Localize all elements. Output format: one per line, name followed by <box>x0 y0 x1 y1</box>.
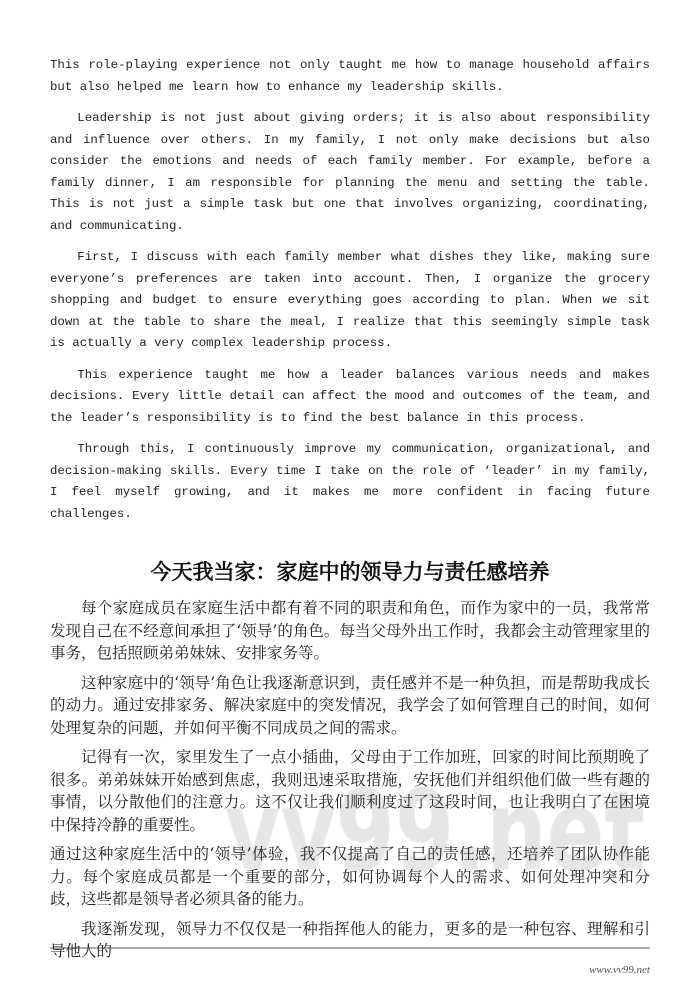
english-paragraph: This role-playing experience not only taught me how to manage household affairs but also helped me learn how to enhance my leadership skills. <box>50 58 650 94</box>
english-paragraph: Through this, I continuously improve my communication, organizational, and decision-making skills. Every time I take on the role of ‘leader’ in my family, I feel myself growing, and it makes me more confident in facing future challenges. <box>50 442 650 521</box>
english-paragraph: First, I discuss with each family member what dishes they like, making sure everyone’s preferences are taken into account. Then, I organize the grocery shopping and budget to ensure everything goes according to plan. When we sit down at the table to share the meal, I realize that this seemingly simple task is actually a very complex leadership process. <box>50 250 650 350</box>
chinese-title: 今天我当家：家庭中的领导力与责任感培养 <box>150 560 550 584</box>
english-section <box>50 55 650 535</box>
footer-url: www.vv99.net <box>589 964 650 976</box>
chinese-paragraph: 我逐渐发现，领导力不仅仅是一种指挥他人的能力，更多的是一种包容、理解和引导他人的 <box>50 919 650 960</box>
english-paragraph: This experience taught me how a leader balances various needs and makes decisions. Every little detail can affect the mood and outcomes of the team, and the leader’s responsibility is to find the best balance in this process. <box>50 367 650 425</box>
english-paragraph: Leadership is not just about giving orders; it is also about responsibility and influence over others. In my family, I not only make decisions but also consider the emotions and needs of each family member. For example, before a family dinner, I am responsible for planning the menu and setting the table. This is not just a simple task but one that involves organizing, coordinating, and communicating. <box>50 111 650 233</box>
chinese-paragraph: 这种家庭中的‘领导’角色让我逐渐意识到，责任感并不是一种负担，而是帮助我成长的动力。通过安排家务、解决家庭中的突发情况，我学会了如何管理自己的时间，如何处理复杂的问题，并如何平衡不同成员之间的需求。 <box>50 673 650 737</box>
chinese-paragraph: 通过这种家庭生活中的‘领导’体验，我不仅提高了自己的责任感，还培养了团队协作能力。每个家庭成员都是一个重要的部分，如何协调每个人的需求、如何处理冲突和分歧，这些都是领导者必须具备的能力。 <box>50 845 650 908</box>
chinese-section <box>50 597 650 970</box>
chinese-paragraph: 记得有一次，家里发生了一点小插曲，父母由于工作加班，回家的时间比预期晚了很多。弟弟妹妹开始感到焦虑，我则迅速采取措施，安抚他们并组织他们做一些有趣的事情，以分散他们的注意力。这不仅让我们顺利度过了这段时间，也让我明白了在困境中保持冷静的重要性。 <box>50 748 650 834</box>
chinese-paragraph: 每个家庭成员在家庭生活中都有着不同的职责和角色，而作为家中的一员，我常常发现自己在不经意间承担了‘领导’的角色。每当父母外出工作时，我都会主动管理家里的事务，包括照顾弟弟妹妹、安排家务等。 <box>50 599 650 662</box>
